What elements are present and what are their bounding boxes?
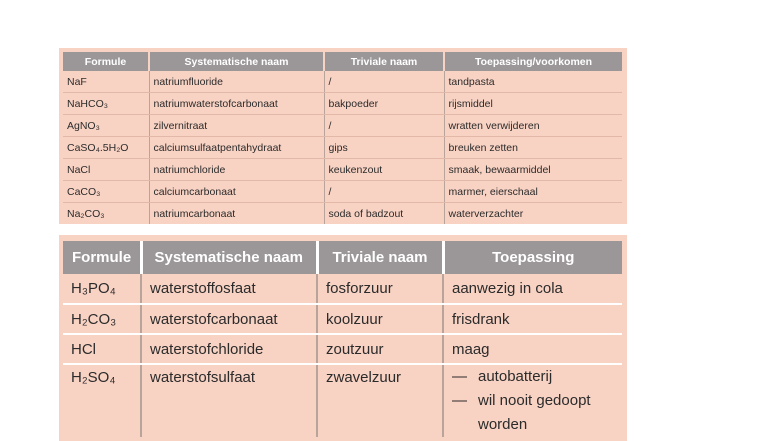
cell-toepassing: frisdrank [443, 304, 622, 334]
dash-bullet: — [452, 368, 467, 385]
cell-toepassing: rijsmiddel [444, 93, 622, 115]
table-row [63, 71, 622, 93]
cell-toepassing: marmer, eierschaal [444, 181, 622, 203]
salts-table [63, 52, 622, 224]
cell-formule: AgNO₃ [63, 115, 149, 137]
table-row [63, 181, 622, 203]
header-formule: Formule [63, 241, 141, 274]
cell-triviale-naam: / [324, 181, 444, 203]
header-triviale-naam: Triviale naam [317, 241, 443, 274]
cell-triviale-naam: soda of badzout [324, 203, 444, 225]
cell-triviale-naam: / [324, 71, 444, 93]
cell-systematische-naam: waterstoffosfaat [141, 274, 317, 304]
table-row [63, 334, 622, 364]
cell-systematische-naam: calciumcarbonaat [149, 181, 324, 203]
cell-formule: HCl [63, 334, 141, 364]
cell-formule: CaSO₄.5H₂O [63, 137, 149, 159]
cell-systematische-naam: calciumsulfaatpentahydraat [149, 137, 324, 159]
cell-triviale-naam: keukenzout [324, 159, 444, 181]
table-row [63, 115, 622, 137]
table-row [63, 364, 622, 437]
cell-systematische-naam: natriumchloride [149, 159, 324, 181]
cell-formule: H₂SO₄ [63, 364, 141, 437]
cell-formule: NaCl [63, 159, 149, 181]
dash-bullet: — [452, 392, 467, 409]
use-text: autobatterij [478, 368, 553, 385]
cell-triviale-naam: zoutzuur [317, 334, 443, 364]
cell-formule: CaCO₃ [63, 181, 149, 203]
header-toepassing: Toepassing [443, 241, 622, 274]
use-item [452, 365, 616, 389]
table-header-row [63, 52, 622, 71]
cell-toepassing: tandpasta [444, 71, 622, 93]
cell-triviale-naam: fosforzuur [317, 274, 443, 304]
table-row [63, 137, 622, 159]
header-systematische-naam: Systematische naam [149, 52, 324, 71]
cell-triviale-naam: gips [324, 137, 444, 159]
table-row [63, 304, 622, 334]
cell-toepassing-list [443, 364, 622, 437]
acids-table [63, 241, 622, 437]
cell-toepassing: breuken zetten [444, 137, 622, 159]
header-formule: Formule [63, 52, 149, 71]
cell-triviale-naam: bakpoeder [324, 93, 444, 115]
cell-systematische-naam: natriumwaterstofcarbonaat [149, 93, 324, 115]
use-item [452, 413, 616, 437]
header-triviale-naam: Triviale naam [324, 52, 444, 71]
header-systematische-naam: Systematische naam [141, 241, 317, 274]
cell-formule: H₂CO₃ [63, 304, 141, 334]
cell-toepassing: smaak, bewaarmiddel [444, 159, 622, 181]
cell-formule: NaHCO₃ [63, 93, 149, 115]
use-text: worden [478, 416, 528, 433]
cell-triviale-naam: zwavelzuur [317, 364, 443, 437]
table-header-row [63, 241, 622, 274]
table-row [63, 203, 622, 225]
table-row [63, 159, 622, 181]
cell-toepassing: waterverzachter [448, 207, 524, 220]
cell-systematische-naam: natriumcarbonaat [149, 203, 324, 225]
use-text: wil nooit gedoopt [478, 392, 591, 409]
header-toepassing-voorkomen: Toepassing/voorkomen [444, 52, 622, 71]
use-item [452, 389, 616, 413]
cell-toepassing: wratten verwijderen [444, 115, 622, 137]
cell-systematische-naam: waterstofsulfaat [141, 364, 317, 437]
cell-systematische-naam: zilvernitraat [149, 115, 324, 137]
table2-panel [59, 235, 627, 441]
cell-triviale-naam: / [324, 115, 444, 137]
cell-toepassing: aanwezig in cola [443, 274, 622, 304]
cell-formule: Na₂CO₃ [63, 203, 149, 225]
cell-triviale-naam: koolzuur [317, 304, 443, 334]
cell-systematische-naam: waterstofchloride [141, 334, 317, 364]
cell-formule: H₃PO₄ [63, 274, 141, 304]
cell-formule: NaF [63, 71, 149, 93]
table-row [63, 93, 622, 115]
cell-systematische-naam: natriumfluoride [149, 71, 324, 93]
table1-panel [59, 48, 627, 224]
cell-toepassing: maag [443, 334, 622, 364]
table-row [63, 274, 622, 304]
cell-systematische-naam: waterstofcarbonaat [141, 304, 317, 334]
